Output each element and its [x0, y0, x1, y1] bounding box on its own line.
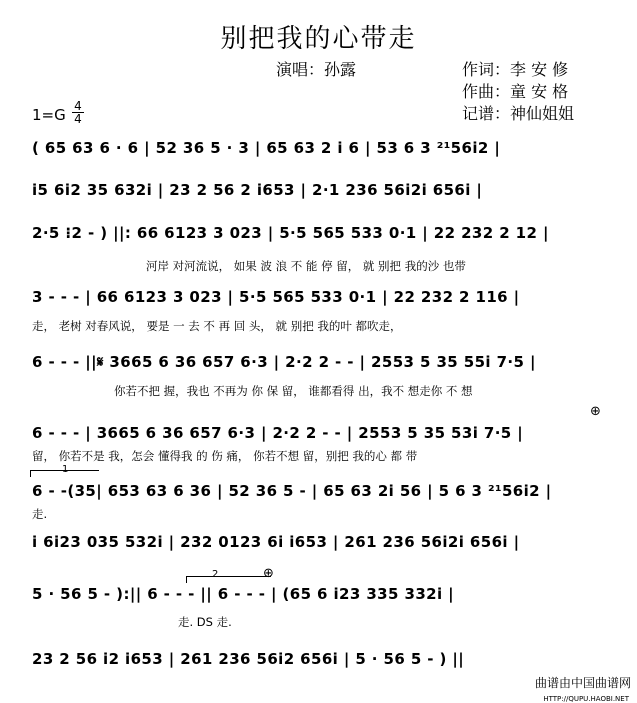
lyric-row-9: 走. DS 走. [178, 615, 232, 629]
score-row-1: ( 65 63 6 · 6 | 52 36 5 · 3 | 65 63 2 i 6 | 53 6 3 ²¹56i2 | [32, 139, 501, 157]
time-signature [72, 100, 84, 125]
score-row-5: 6 - - - ||𝄋 3665 6 36 657 6·3 | 2·2 2 - - | 2553 5 35 55i 7·5 | [32, 353, 536, 371]
singer-credit: 演唱：孙露 [276, 60, 357, 79]
volta-number-1: 1 [62, 464, 69, 475]
score-row-6: 6 - - - | 3665 6 36 657 6·3 | 2·2 2 - - | 2553 5 35 53i 7·5 | [32, 424, 524, 442]
lyricist-credit: 作词：李 安 修 [462, 60, 569, 79]
composer-credit: 作曲：童 安 格 [462, 82, 569, 101]
score-row-4: 3 - - - | 66 6123 3 023 | 5·5 565 533 0·1 | 22 232 2 116 | [32, 288, 520, 306]
time-signature-top: 4 [72, 100, 84, 113]
lyric-row-3: 河岸 对河流说， 如果 波 浪 不 能 停 留， 就 别把 我的沙 也带 [146, 259, 466, 273]
time-signature-bottom: 4 [74, 112, 82, 126]
score-row-2: i5 6i2 35 632i | 23 2 56 2 i653 | 2·1 236 56i2i 656i | [32, 181, 483, 199]
score-row-8: i 6i23 035 532i | 232 0123 6i i653 | 261 236 56i2i 656i | [32, 533, 520, 551]
score-row-10: 23 2 56 i2 i653 | 261 236 56i2 656i | 5 · 56 5 - ) || [32, 650, 465, 668]
volta-bracket-2 [186, 576, 271, 583]
watermark-site: 曲谱由中国曲谱网 [534, 676, 631, 690]
lyric-row-5: 你若不把 握，我也 不再为 你 保 留， 谁都看得 出，我不 想走你 不 想 [114, 384, 473, 398]
lyric-row-6: 留， 你若不是 我，怎会 懂得我 的 伤 痛， 你若不想 留，别把 我的心 都 带 [32, 449, 418, 463]
lyric-row-4: 走， 老树 对春风说， 要是 一 去 不 再 回 头， 就 别把 我的叶 都吹走， [32, 319, 402, 333]
watermark-url: HTTP://QUPU.HAOBI.NET [543, 695, 629, 703]
volta-number-2: 2 [212, 569, 219, 580]
transcriber-credit: 记谱：神仙姐姐 [462, 104, 575, 123]
score-row-3: 2·5 ⁝2 - ) ||: 66 6123 3 023 | 5·5 565 533 0·1 | 22 232 2 12 | [32, 224, 549, 242]
song-title: 别把我的心带走 [220, 24, 417, 54]
lyric-row-7: 走. [32, 507, 48, 521]
score-row-9: 5 · 56 5 - ):|| 6 - - - || 6 - - - | (65 6 i23 335 332i | [32, 585, 455, 603]
coda-mark-icon: ⊕ [590, 404, 601, 419]
key-signature: 1=G [32, 106, 66, 124]
coda-mark-icon: ⊕ [263, 566, 274, 581]
score-row-7: 6 - -(35| 653 63 6 36 | 52 36 5 - | 65 63 2i 56 | 5 6 3 ²¹56i2 | [32, 482, 552, 500]
